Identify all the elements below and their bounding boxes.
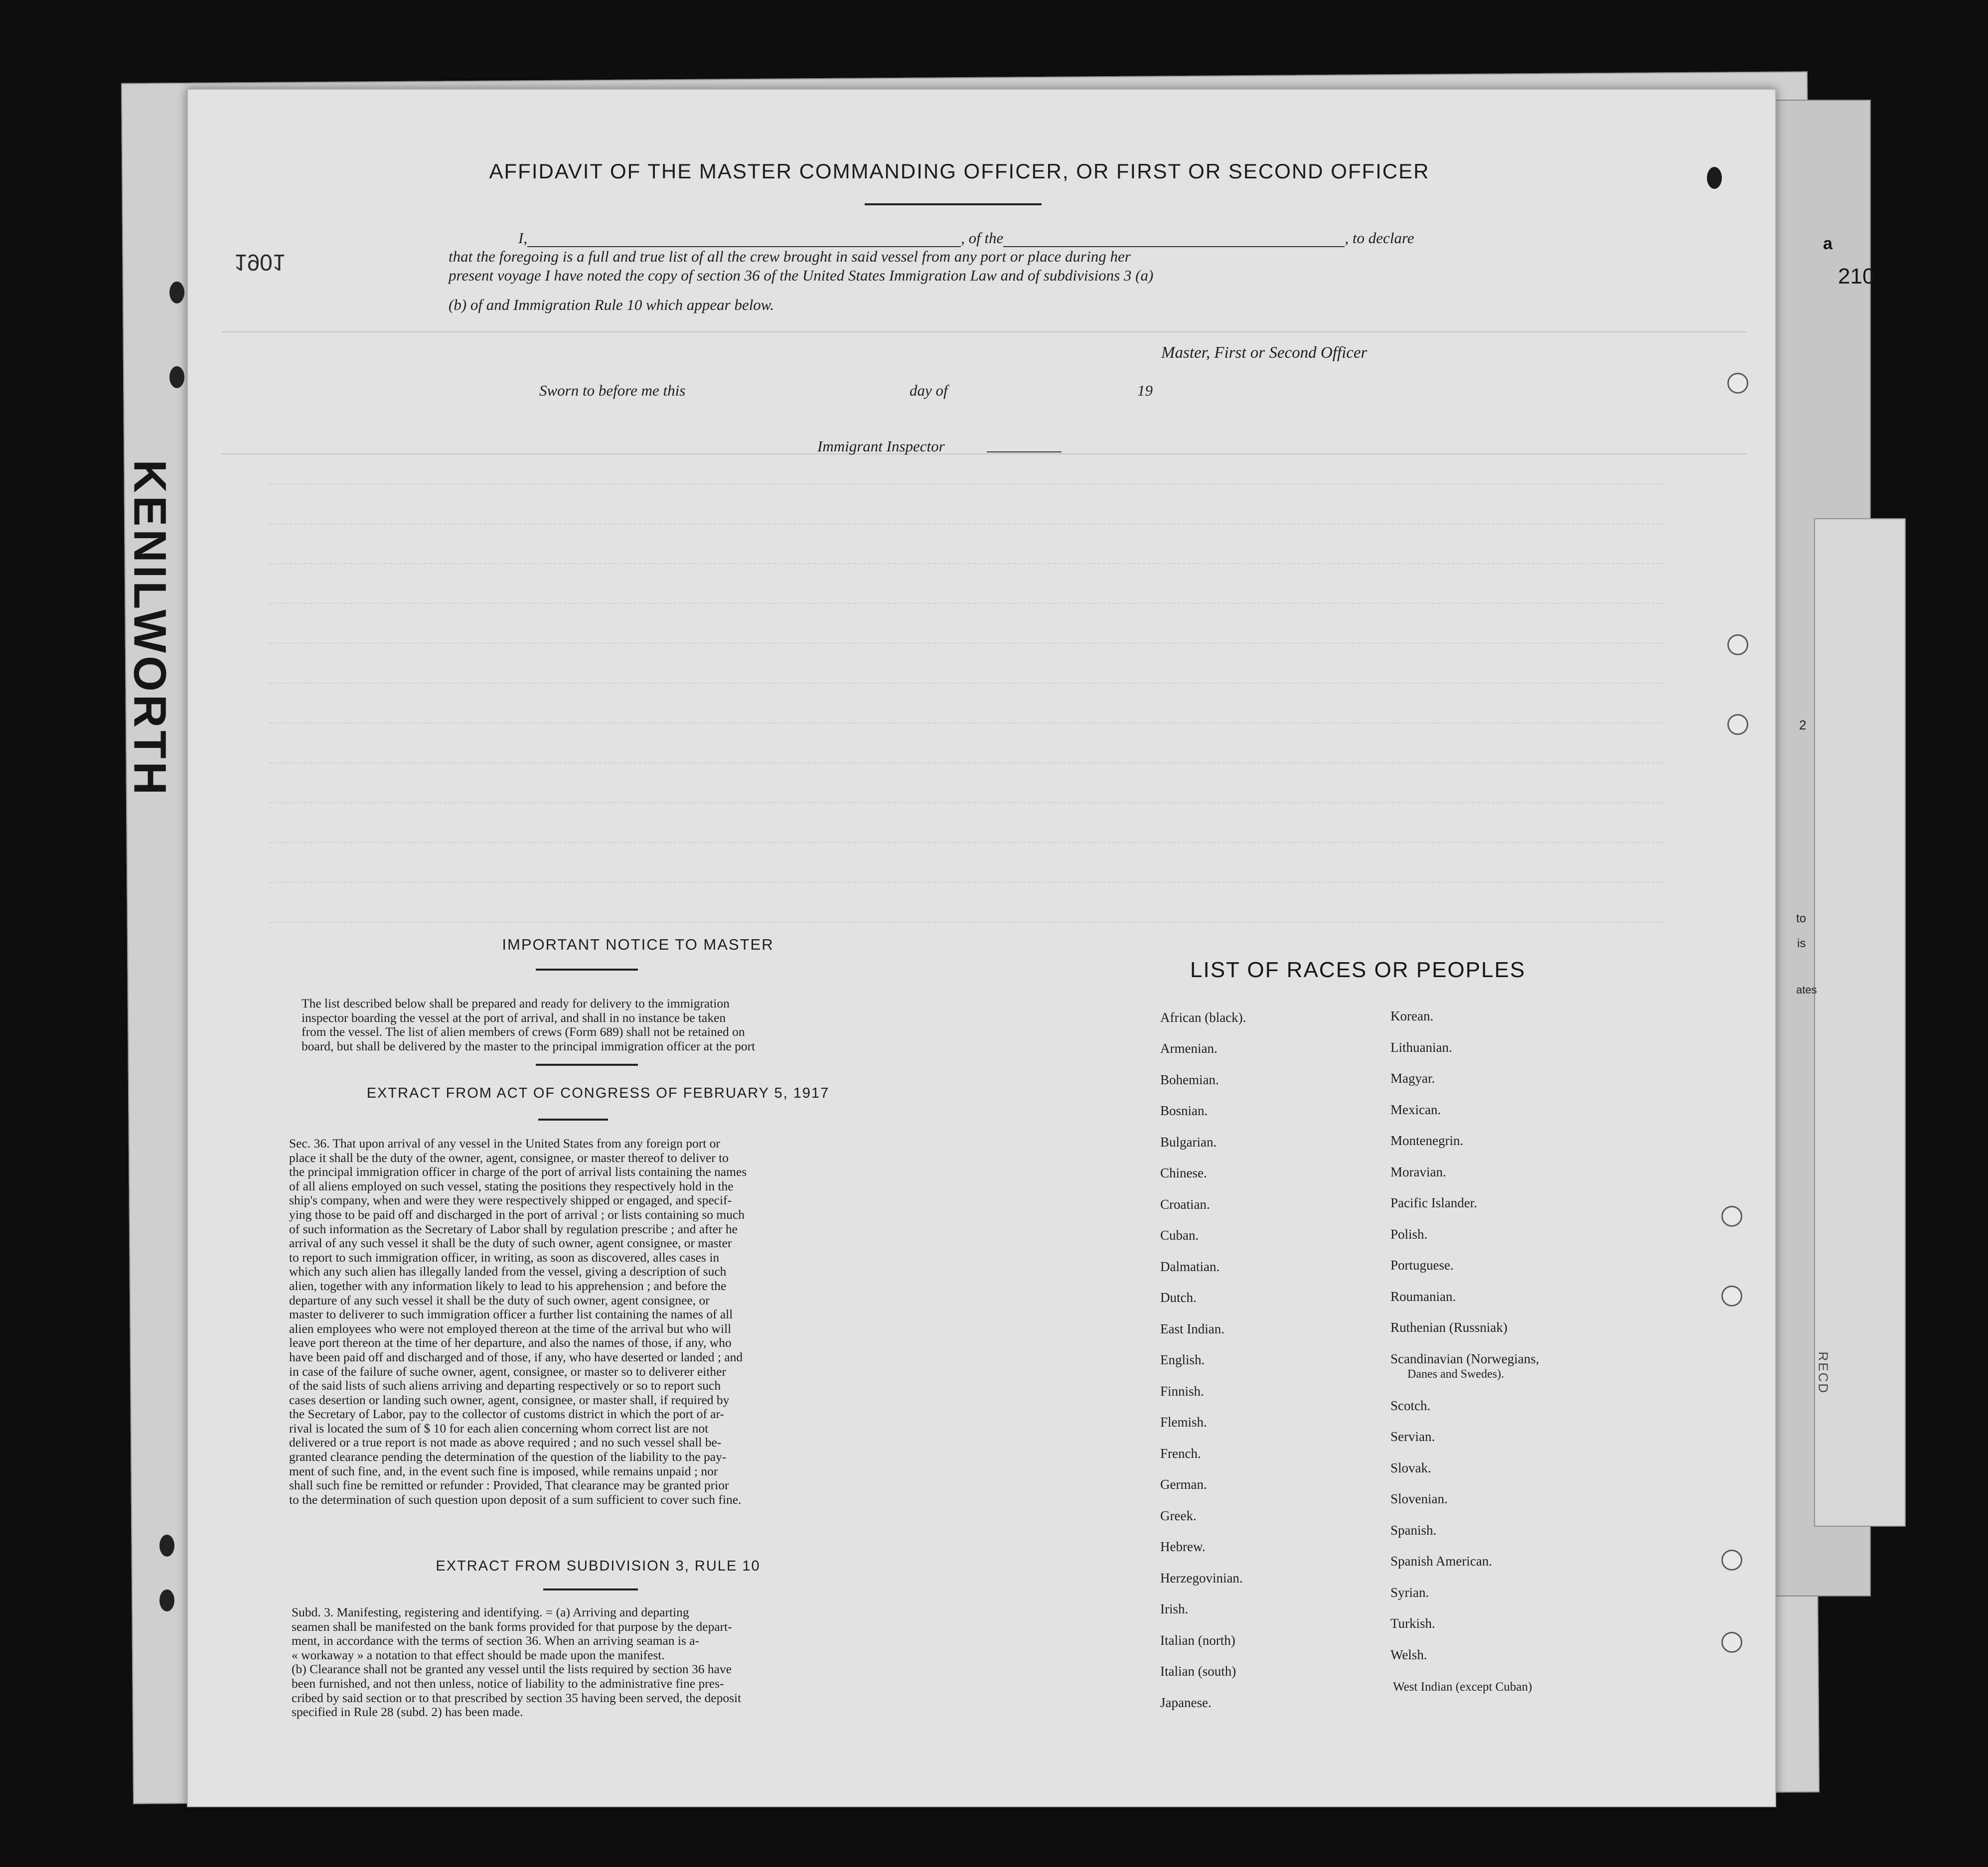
vessel-name-stamp: KENILWORTH <box>124 459 175 798</box>
act-line: departure of any such vessel it shall be the duty of such owner, agent consignee, or <box>289 1293 710 1307</box>
act-line: ship's company, when and were they were respectively shipped or engaged, and specif- <box>289 1193 732 1208</box>
edge-text-ates: ates <box>1796 984 1817 996</box>
race-item: Irish. <box>1160 1601 1189 1616</box>
race-item: Montenegrin. <box>1390 1133 1464 1148</box>
affidavit-of-the: , of the <box>961 229 1004 247</box>
race-item: Turkish. <box>1390 1616 1435 1631</box>
year-label: 19 <box>1137 382 1153 399</box>
race-item: Pacific Islander. <box>1390 1195 1477 1210</box>
ghost-row <box>269 483 1665 486</box>
act-line: to report to such immigration officer, in writing, as soon as discovered, alles cases in <box>289 1250 720 1265</box>
rule-line: « workaway » a notation to that effect should be made upon the manifest. <box>292 1647 665 1662</box>
race-item-continuation: Danes and Swedes). <box>1407 1368 1504 1381</box>
notice-rule <box>536 969 638 971</box>
affidavit-declaration-line <box>518 229 1414 247</box>
binder-ring <box>1721 1286 1742 1306</box>
race-item: Polish. <box>1390 1227 1428 1242</box>
act-line: granted clearance pending the determination of the question of the liability to the pay- <box>289 1449 727 1464</box>
race-item: English. <box>1160 1352 1205 1367</box>
sworn-label: Sworn to before me this <box>539 382 686 399</box>
notice-heading: IMPORTANT NOTICE TO MASTER <box>502 936 774 953</box>
race-item: French. <box>1160 1446 1201 1461</box>
rule-line: ment, in accordance with the terms of section 36. When an arriving seaman is a- <box>292 1633 700 1648</box>
inspector-signature-line <box>987 451 1062 452</box>
ghost-row <box>269 842 1665 845</box>
act-line: the Secretary of Labor, pay to the collector of customs district in which the port of ar- <box>289 1407 724 1422</box>
act-line: which any such alien has illegally landed from the vessel, giving a description of such <box>289 1264 727 1279</box>
edge-text-is: is <box>1797 937 1806 950</box>
notice-line: board, but shall be delivered by the master to the principal immigration officer at the port <box>302 1038 756 1053</box>
affidavit-to-declare: , to declare <box>1345 229 1414 247</box>
act-line: ment of such fine, and, in the event such fine is imposed, while remains unpaid ; nor <box>289 1463 718 1478</box>
binder-ring <box>1727 373 1748 394</box>
punch-hole <box>159 1535 174 1557</box>
act-rule <box>538 1119 608 1121</box>
affidavit-title: AFFIDAVIT OF THE MASTER COMMANDING OFFICER, OR FIRST OR SECOND OFFICER <box>489 159 1430 183</box>
affidavit-i: I, <box>518 229 528 247</box>
ghost-row <box>269 523 1665 526</box>
race-item: Magyar. <box>1390 1071 1435 1086</box>
act-line: rival is located the sum of $ 10 for each alien concerning whom correct list are not <box>289 1421 709 1436</box>
page-number: 210 <box>1838 264 1875 288</box>
rule-line: Subd. 3. Manifesting, registering and identifying. = (a) Arriving and departing <box>292 1605 689 1619</box>
race-item: Finnish. <box>1160 1384 1204 1399</box>
race-item: Flemish. <box>1160 1415 1207 1430</box>
rule-line: cribed by said section or to that prescribed by section 35 having been served, the deposit <box>292 1690 742 1705</box>
race-item: Japanese. <box>1160 1695 1212 1710</box>
ghost-row <box>269 722 1665 725</box>
act-line: ying those to be paid off and discharged in the port of arrival ; or lists containing so much <box>289 1207 745 1222</box>
rule-line: (b) Clearance shall not be granted any vessel until the lists required by section 36 have <box>292 1662 732 1677</box>
notice-bottom-rule <box>536 1064 638 1066</box>
day-of-label: day of <box>910 382 948 399</box>
ghost-row <box>269 683 1665 686</box>
rule-line: seamen shall be manifested on the bank forms provided for that purpose by the depart- <box>292 1619 732 1634</box>
binder-ring <box>1727 634 1748 655</box>
race-item: Dalmatian. <box>1160 1259 1220 1274</box>
ghost-row <box>269 643 1665 646</box>
race-item: Hebrew. <box>1160 1539 1206 1554</box>
binder-ring <box>1721 1550 1742 1571</box>
race-item: Portuguese. <box>1390 1258 1454 1273</box>
act-line: cases desertion or landing such owner, agent, consignee, or master shall, if required by <box>289 1392 730 1407</box>
act-heading: EXTRACT FROM ACT OF CONGRESS OF FEBRUARY 5, 1917 <box>366 1085 830 1101</box>
punch-hole <box>169 282 184 303</box>
act-line: to the determination of such question upon deposit of a sum sufficient to cover such fine. <box>289 1492 742 1507</box>
act-line: of such information as the Secretary of Labor shall by regulation prescribe ; and after he <box>289 1221 738 1236</box>
race-item: Bosnian. <box>1160 1103 1208 1118</box>
race-item: Italian (south) <box>1160 1664 1236 1679</box>
race-item: Bohemian. <box>1160 1072 1219 1087</box>
ghost-row <box>269 882 1665 885</box>
ghost-row <box>269 802 1665 805</box>
race-item: Italian (north) <box>1160 1633 1235 1648</box>
title-rule <box>865 203 1042 205</box>
binder-ring <box>1721 1206 1742 1227</box>
affidavit-line-3: present voyage I have noted the copy of section 36 of the United States Immigration Law and of subdivisions 3 (a) <box>449 267 1154 284</box>
ghost-table-border <box>222 453 1747 454</box>
race-item: Servian. <box>1390 1429 1435 1444</box>
inspector-label: Immigrant Inspector <box>817 437 945 455</box>
race-item: Dutch. <box>1160 1290 1197 1305</box>
race-item: East Indian. <box>1160 1321 1224 1336</box>
race-item: Croatian. <box>1160 1197 1210 1212</box>
edge-text-to: to <box>1796 912 1807 925</box>
race-item: Slovak. <box>1390 1460 1431 1475</box>
act-line: in case of the failure of suche owner, agent, consignee, or master so to deliverer either <box>289 1364 726 1379</box>
act-line: alien employees who were not employed thereon at the time of the arrival but who will <box>289 1321 732 1336</box>
race-item: African (black). <box>1160 1010 1246 1025</box>
notice-line: from the vessel. The list of alien members of crews (Form 689) shall not be retained on <box>302 1024 745 1039</box>
stamp-number: 1901 <box>234 250 286 276</box>
race-item: Moravian. <box>1390 1164 1446 1179</box>
ghost-row <box>269 563 1665 566</box>
binder-ring <box>1721 1632 1742 1653</box>
affidavit-line-4: (b) of and Immigration Rule 10 which appear below. <box>449 296 774 313</box>
race-item: Scandinavian (Norwegians, <box>1390 1351 1539 1366</box>
race-item: Greek. <box>1160 1508 1197 1523</box>
act-line: have been paid off and discharged and of those, if any, who have deserted or landed ; and <box>289 1349 743 1364</box>
notice-line: inspector boarding the vessel at the port of arrival, and shall in no instance be taken <box>302 1010 726 1025</box>
punch-hole <box>169 366 184 388</box>
recd-stamp: RECD <box>1816 1351 1831 1395</box>
races-title: LIST OF RACES OR PEOPLES <box>1190 958 1526 982</box>
rule-line: specified in Rule 28 (subd. 2) has been made. <box>292 1705 523 1720</box>
act-line: master to deliverer to such immigration officer a further list containing the names of all <box>289 1307 733 1322</box>
rule-line: been furnished, and not then unless, notice of liability to the administrative fine pres- <box>292 1676 724 1691</box>
punch-hole <box>1707 167 1722 189</box>
race-item: Ruthenian (Russniak) <box>1390 1320 1508 1335</box>
race-item: Korean. <box>1390 1008 1434 1023</box>
race-item: German. <box>1160 1477 1207 1492</box>
race-item: Bulgarian. <box>1160 1135 1217 1149</box>
ghost-row <box>269 603 1665 606</box>
race-item: Armenian. <box>1160 1041 1218 1056</box>
race-item: Spanish American. <box>1390 1554 1492 1569</box>
race-item: Chinese. <box>1160 1165 1207 1180</box>
ghost-row <box>269 762 1665 765</box>
act-line: leave port thereon at the time of her departure, and also the names of those, if any, who <box>289 1335 732 1350</box>
act-line: delivered or a true report is not made as above required ; and no such vessel shall be- <box>289 1435 722 1450</box>
act-line: the principal immigration officer in charge of the port of arrival lists containing the names <box>289 1164 747 1179</box>
binder-ring <box>1727 714 1748 735</box>
notice-text <box>302 997 887 1053</box>
race-item: Lithuanian. <box>1390 1040 1452 1055</box>
race-item: Cuban. <box>1160 1228 1199 1243</box>
race-item: Slovenian. <box>1390 1491 1448 1506</box>
race-item: Mexican. <box>1390 1102 1441 1117</box>
name-blank <box>527 231 961 247</box>
act-line: place it shall be the duty of the owner, agent, consignee, or master thereof to deliver to <box>289 1150 729 1165</box>
act-text <box>289 1137 887 1507</box>
act-line: arrival of any such vessel it shall be the duty of such owner, agent consignee, or master <box>289 1236 732 1251</box>
edge-letter: a <box>1823 234 1833 253</box>
race-item: Herzegovinian. <box>1160 1571 1243 1585</box>
race-item: Scotch. <box>1390 1398 1431 1413</box>
notice-line: The list described below shall be prepared and ready for delivery to the immigration <box>302 996 730 1010</box>
act-line: shall such fine be remitted or refunder : Provided, That clearance may be granted prior <box>289 1478 729 1493</box>
race-item: Roumanian. <box>1390 1289 1456 1304</box>
act-line: Sec. 36. That upon arrival of any vessel in the United States from any foreign port or <box>289 1136 720 1150</box>
rule-heading: EXTRACT FROM SUBDIVISION 3, RULE 10 <box>436 1558 761 1574</box>
ghost-table-border <box>222 331 1747 332</box>
race-item: Welsh. <box>1390 1647 1427 1662</box>
edge-text-2: 2 <box>1799 718 1807 732</box>
race-item: Syrian. <box>1390 1585 1429 1600</box>
punch-hole <box>159 1589 174 1611</box>
rule-rule <box>543 1588 638 1590</box>
act-line: of the said lists of such aliens arriving and departing respectively or so to report such <box>289 1378 721 1393</box>
vessel-blank <box>1003 231 1345 247</box>
affidavit-line-2: that the foregoing is a full and true list of all the crew brought in said vessel from any port or place during her <box>449 248 1131 265</box>
act-line: of all aliens employed on such vessel, stating the positions they respectively hold in the <box>289 1178 734 1193</box>
ghost-row <box>269 922 1665 925</box>
signature-label: Master, First or Second Officer <box>1161 344 1368 362</box>
race-item: West Indian (except Cuban) <box>1393 1680 1532 1694</box>
race-item: Spanish. <box>1390 1523 1437 1538</box>
act-line: alien, together with any information likely to lead to his apprehension ; and before the <box>289 1278 727 1293</box>
rule-text <box>292 1605 887 1720</box>
